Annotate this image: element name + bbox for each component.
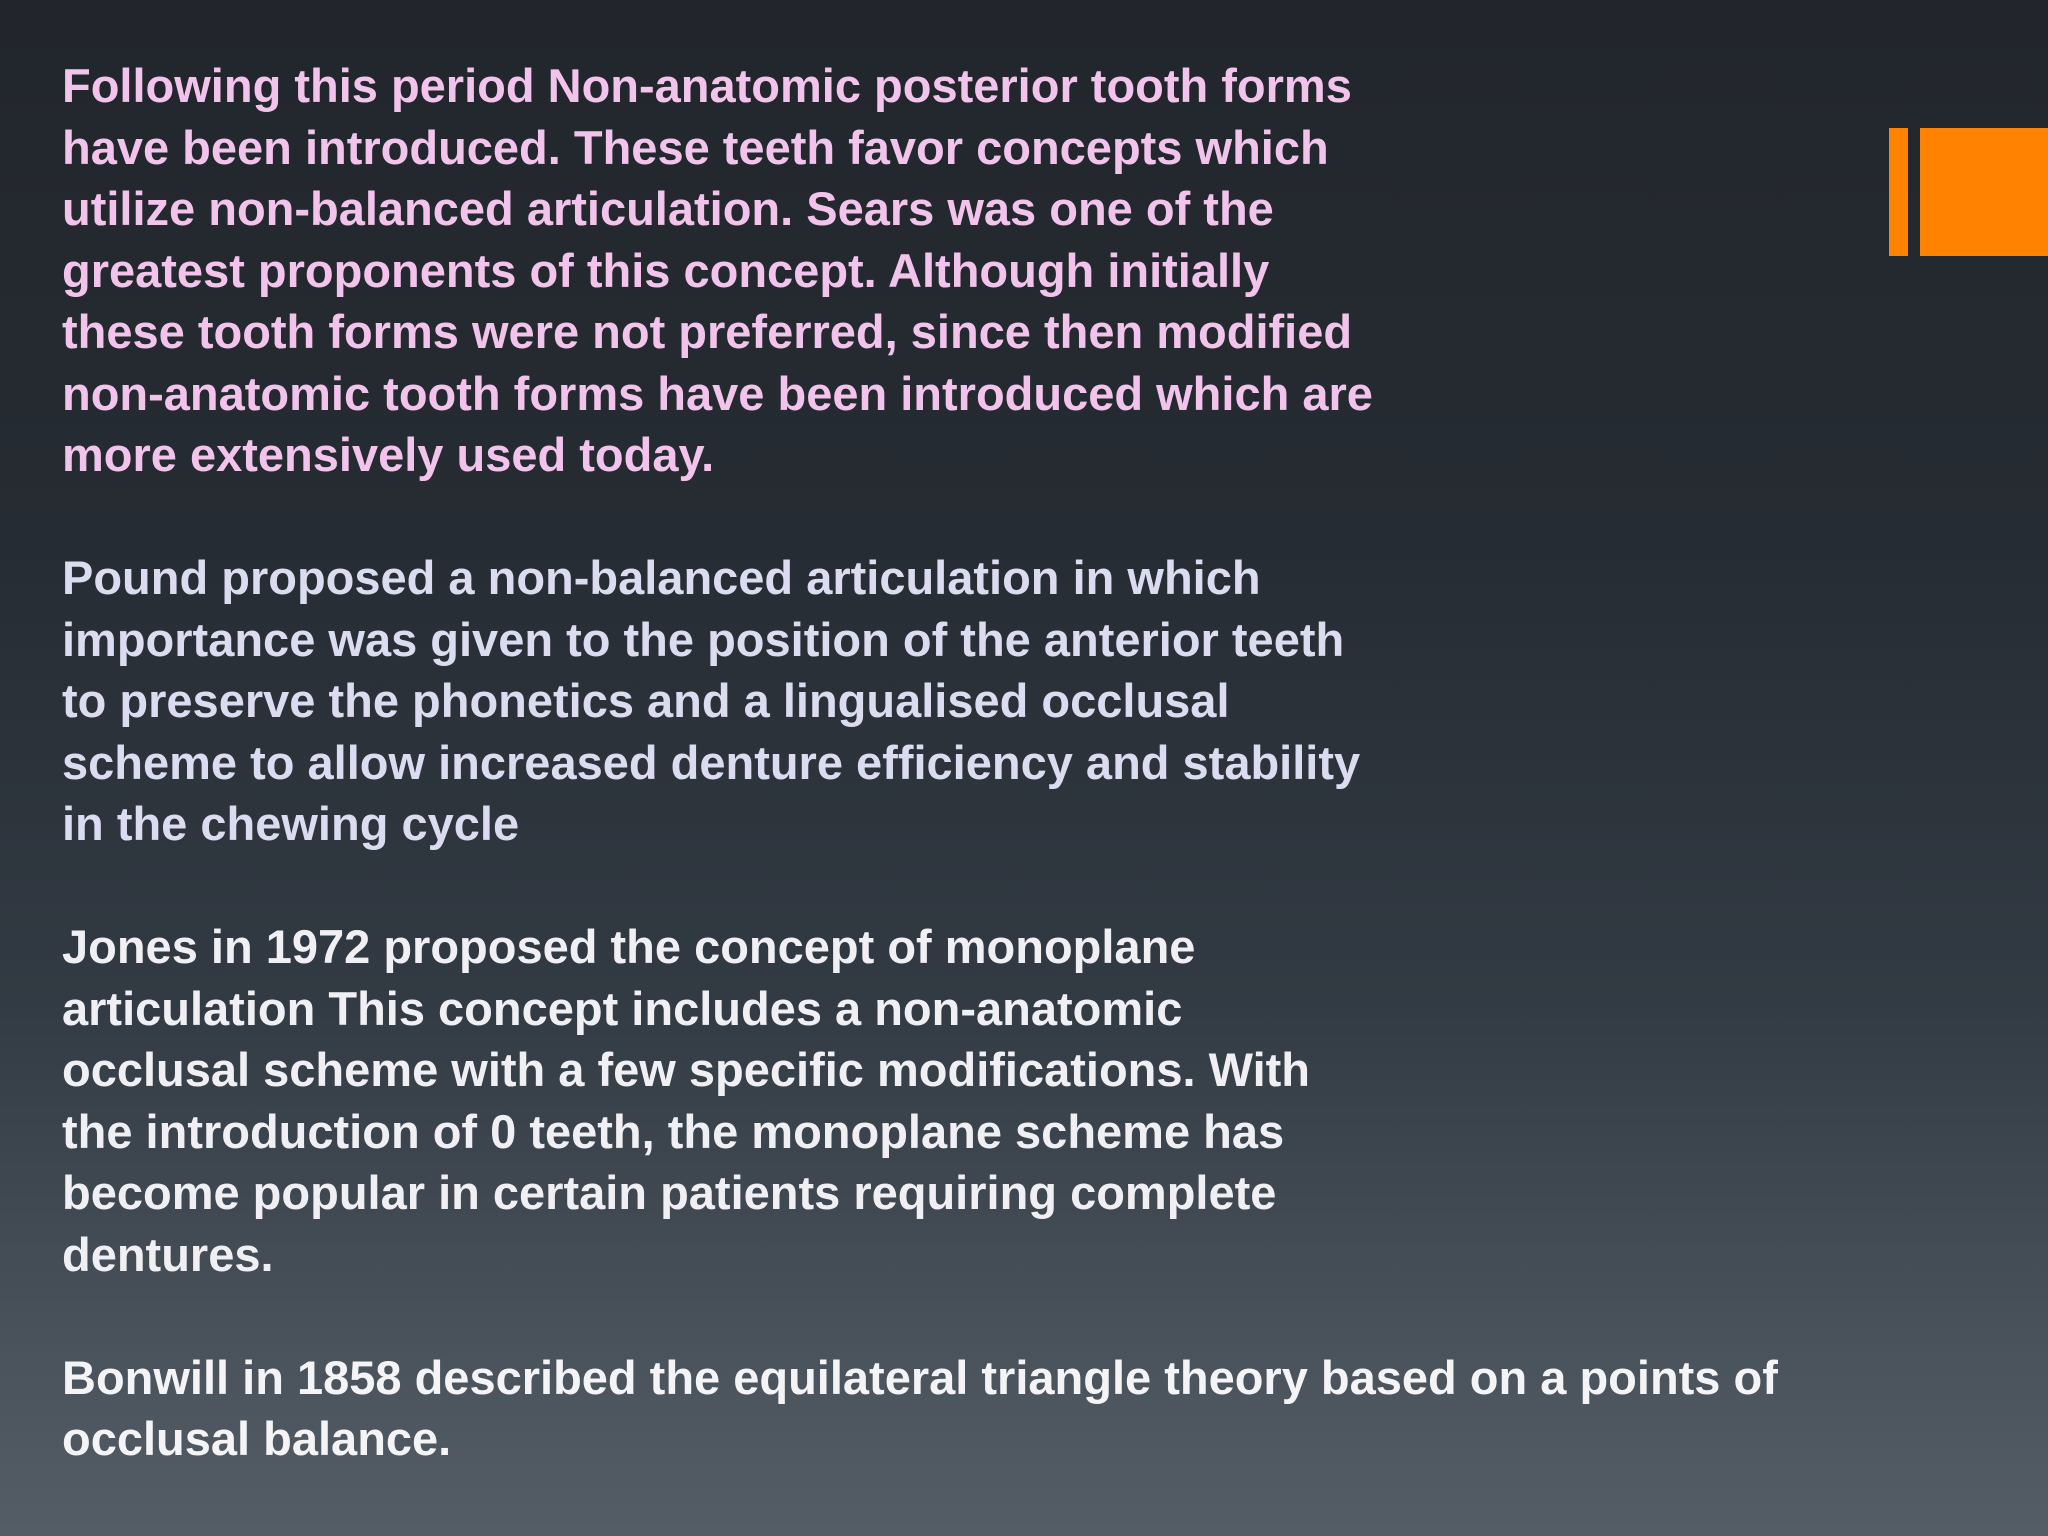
paragraph-jones-monoplane: Jones in 1972 proposed the concept of monoplane articulation This concept includes a non-anatomic occlusal scheme with a few specific modifications. With the introduction of 0 teeth, the monoplane scheme has become popular in certain patients requiring complete dentures. — [62, 920, 1311, 1281]
paragraph-pound-articulation: Pound proposed a non-balanced articulation in which importance was given to the position of the anterior teeth to preserve the phonetics and a lingualised occlusal scheme to allow increased denture efficiency and stability in the chewing cycle — [62, 551, 1361, 850]
paragraph-non-anatomic-forms: Following this period Non-anatomic posterior tooth forms have been introduced. These teeth favor concepts which utilize non-balanced articulation. Sears was one of the greatest proponents of this concept. Although initially these tooth forms were not preferred, since then modified non-anatomic tooth forms have been introduced which are more extensively used today. — [62, 59, 1373, 481]
slide-body — [62, 55, 1962, 1470]
paragraph-bonwill-triangle: Bonwill in 1858 described the equilateral triangle theory based on a points of occlusal balance. — [62, 1350, 1778, 1465]
